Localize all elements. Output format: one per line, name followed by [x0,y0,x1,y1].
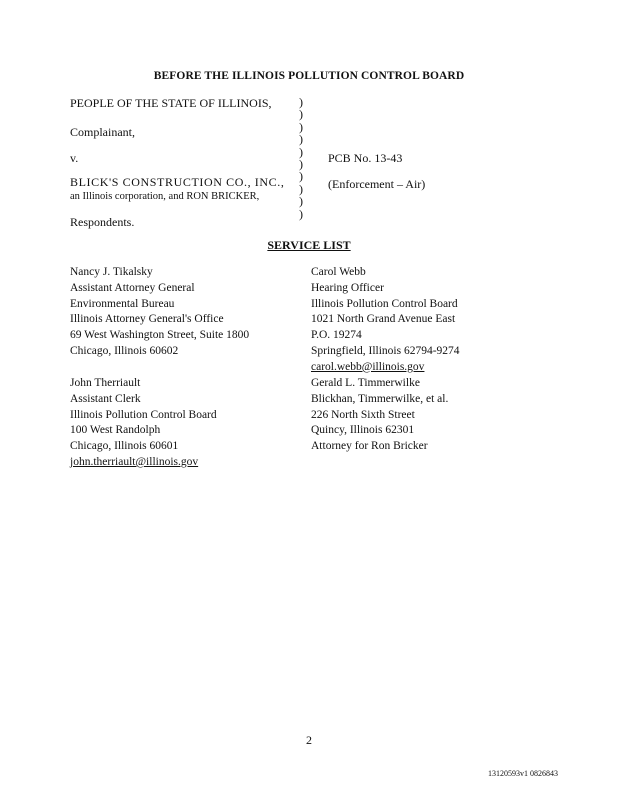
document-id: 13120593v1 0826843 [488,769,558,778]
service-list-title: SERVICE LIST [267,238,351,252]
plaintiff-name: PEOPLE OF THE STATE OF ILLINOIS, [70,96,272,110]
case-type: (Enforcement – Air) [328,177,426,191]
versus-label: v. [70,151,79,165]
page-number: 2 [306,733,312,747]
service-entry-timmerwilke: Gerald L. Timmerwilke Blickhan, Timmerwilke, et al. 226 North Sixth Street Quincy, Illinois 62301 Attorney for Ron Bricker [311,377,449,453]
email-link-webb[interactable]: carol.webb@illinois.gov [311,360,425,373]
email-link-therriault[interactable]: john.therriault@illinois.gov [70,455,199,468]
service-entry-webb: Carol Webb Hearing Officer Illinois Pollution Control Board 1021 North Grand Avenue East P.O. 19274 Springfield, Illinois 62794-9274 carol.webb@illinois.gov [311,265,460,376]
defendant-name: BLICK'S CONSTRUCTION CO., INC., [70,175,285,189]
defendant-role: Respondents. [70,215,135,229]
caption-bracket: ) ) ) ) ) ) ) ) ) ) [299,95,303,221]
defendant-description: an Illinois corporation, and RON BRICKER, [70,191,260,202]
case-number: PCB No. 13-43 [328,151,403,165]
service-entry-therriault: John Therriault Assistant Clerk Illinois Pollution Control Board 100 West Randolph Chicago, Illinois 60601 john.therriault@illinois.gov [70,376,217,471]
board-heading: BEFORE THE ILLINOIS POLLUTION CONTROL BOARD [153,70,465,82]
plaintiff-role: Complainant, [70,125,135,139]
service-entry-tikalsky: Nancy J. Tikalsky Assistant Attorney General Environmental Bureau Illinois Attorney General's Office 69 West Washington Street, Suite 1800 Chicago, Illinois 60602 [70,266,250,357]
